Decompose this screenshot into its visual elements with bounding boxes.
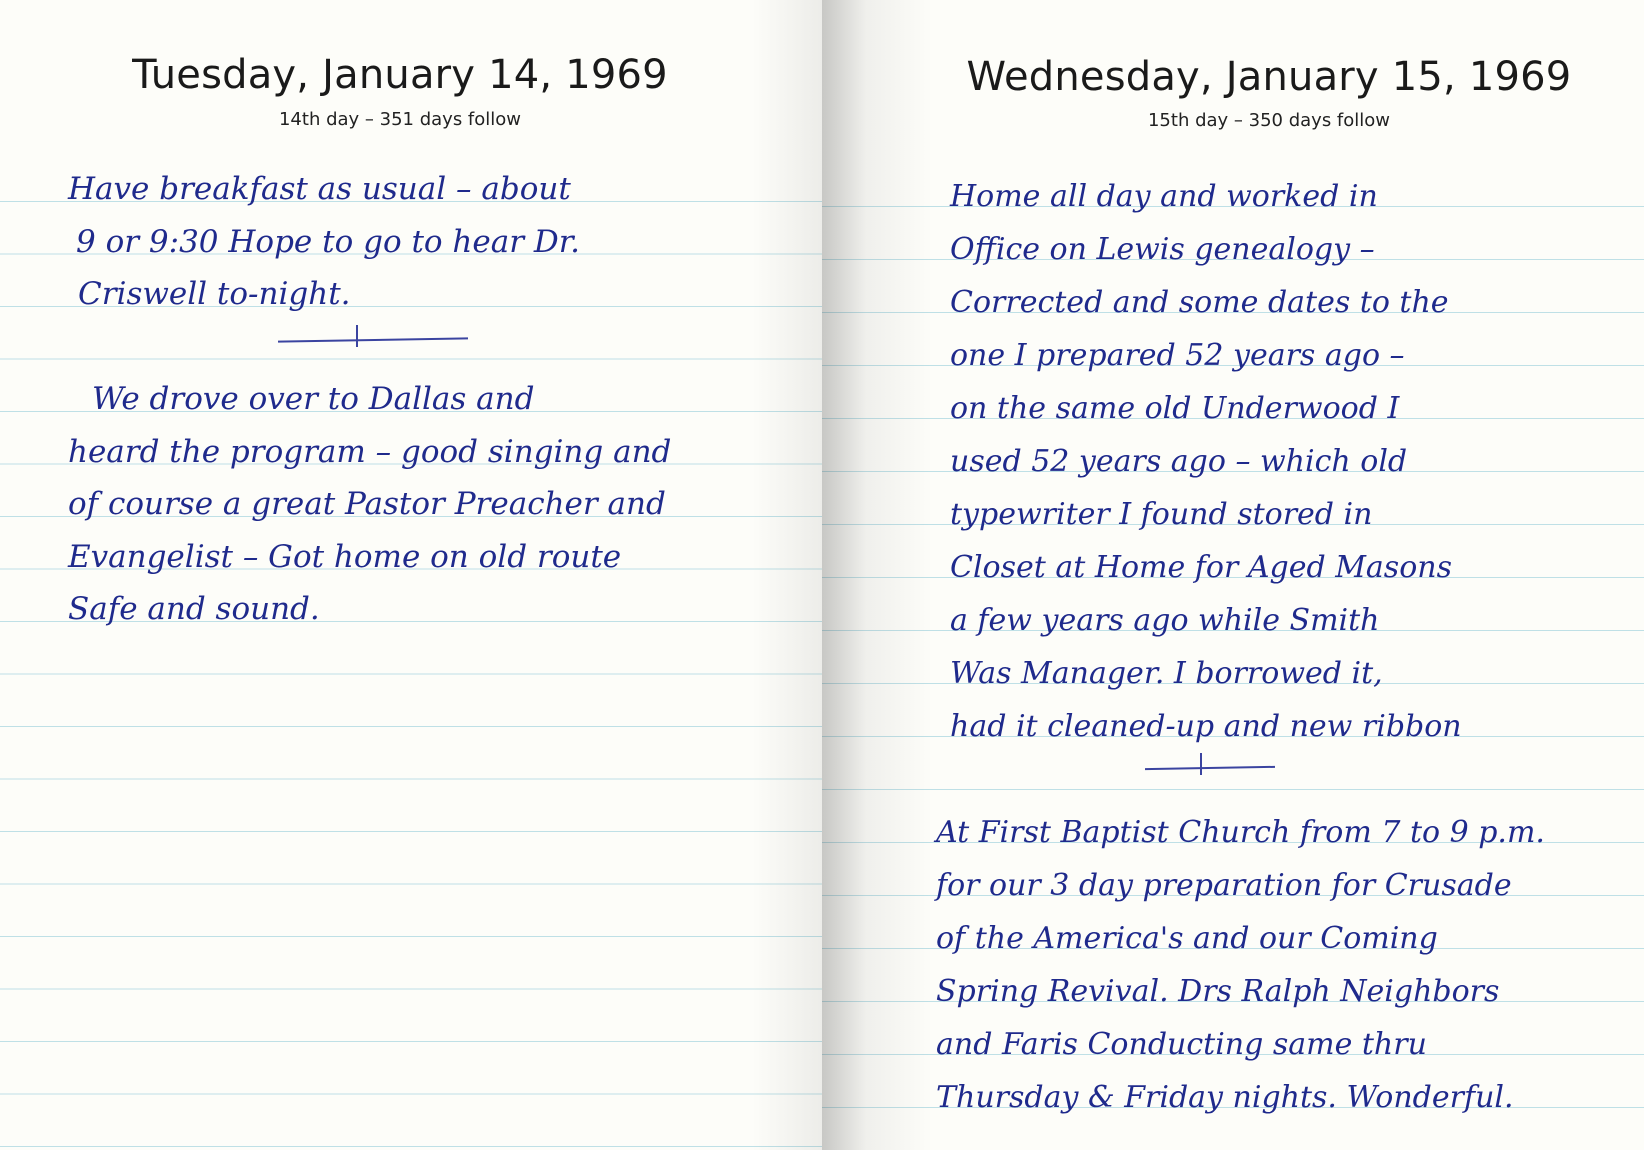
entry-line: Corrected and some dates to the — [950, 285, 1449, 320]
entry-divider — [950, 753, 1600, 806]
entry-line: At First Baptist Church from 7 to 9 p.m. — [936, 815, 1545, 850]
entry-line: Evangelist – Got home on old route — [68, 538, 622, 575]
divider-line — [1145, 766, 1275, 770]
gutter-shadow — [822, 0, 932, 1150]
entry-line: on the same old Underwood I — [950, 391, 1400, 426]
entry-line: one I prepared 52 years ago – — [950, 338, 1405, 373]
handwritten-entry — [936, 170, 1600, 1124]
entry-line: Was Manager. I borrowed it, — [950, 656, 1383, 691]
entry-line: Thursday & Friday nights. Wonderful. — [936, 1080, 1514, 1115]
handwritten-entry — [68, 163, 768, 636]
entry-line: for our 3 day preparation for Crusade — [936, 868, 1512, 903]
entry-line: Safe and sound. — [68, 591, 320, 627]
entry-line: We drove over to Dallas and — [92, 381, 535, 417]
entry-line: Closet at Home for Aged Masons — [950, 550, 1452, 585]
divider-mark — [1200, 753, 1202, 775]
entry-line: Criswell to-night. — [78, 276, 351, 312]
entry-line: had it cleaned-up and new ribbon — [950, 709, 1462, 744]
entry-line: used 52 years ago – which old — [950, 444, 1408, 479]
entry-line: typewriter I found stored in — [950, 497, 1373, 532]
entry-line: Have breakfast as usual – about — [68, 171, 571, 207]
entry-line: of the America's and our Coming — [936, 921, 1438, 956]
entry-line: 9 or 9:30 Hope to go to hear Dr. — [76, 223, 581, 260]
entry-line: of course a great Pastor Preacher and — [68, 486, 666, 522]
day-count: 14th day – 351 days follow — [278, 109, 521, 130]
page-date-title: Wednesday, January 15, 1969 — [966, 54, 1572, 100]
entry-line: heard the program – good singing and — [68, 433, 672, 470]
entry-line: a few years ago while Smith — [950, 603, 1380, 638]
divider-mark — [356, 325, 358, 347]
page-date-title: Tuesday, January 14, 1969 — [132, 52, 668, 98]
entry-line: Spring Revival. Drs Ralph Neighbors — [936, 974, 1500, 1009]
day-count: 15th day – 350 days follow — [1147, 110, 1390, 131]
entry-line: and Faris Conducting same thru — [936, 1027, 1427, 1062]
entry-line: Home all day and worked in — [950, 179, 1378, 214]
entry-line: Office on Lewis genealogy – — [950, 232, 1375, 267]
entry-divider — [68, 321, 768, 374]
divider-line — [278, 337, 468, 342]
